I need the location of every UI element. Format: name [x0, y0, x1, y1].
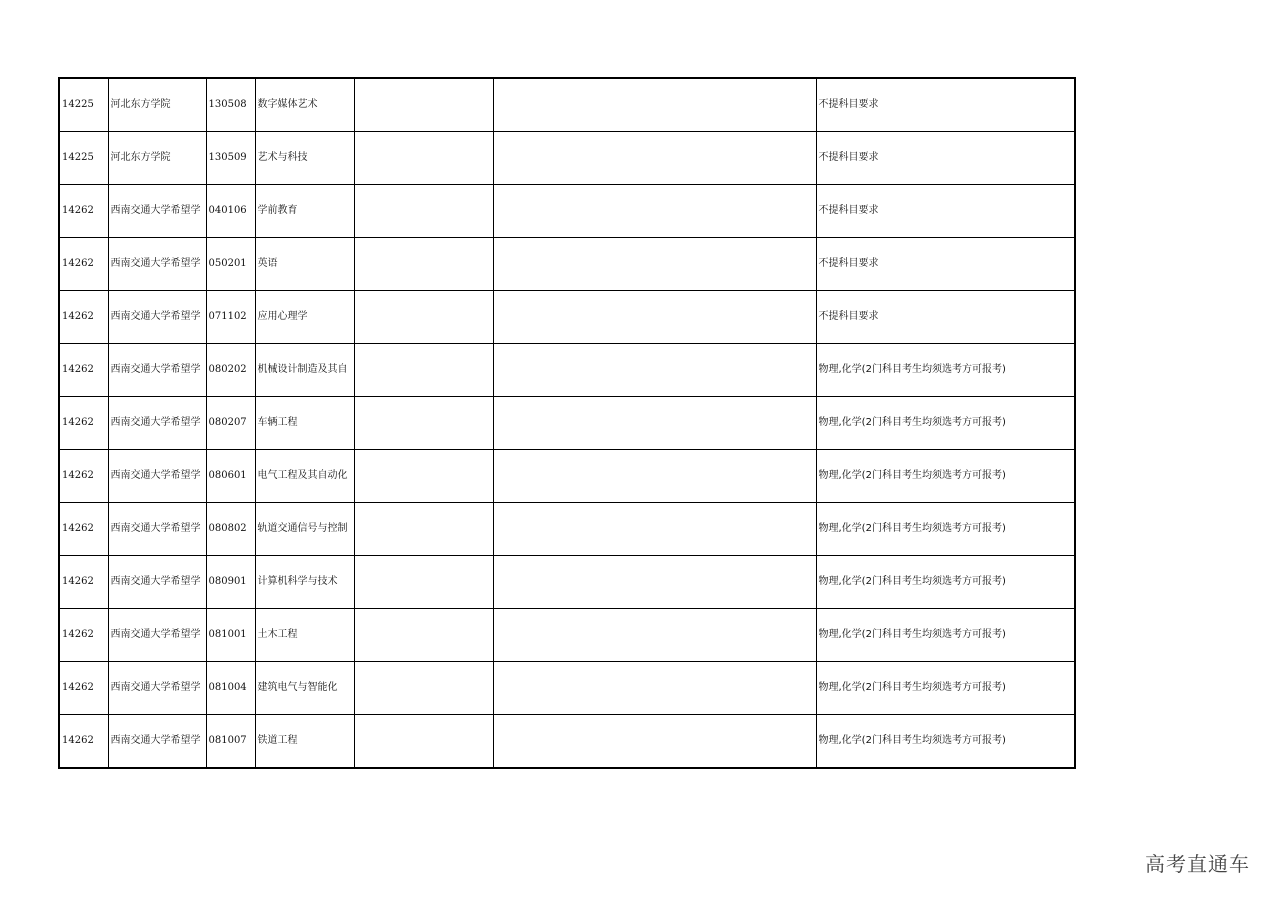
major-name-cell: 电气工程及其自动化 — [255, 450, 354, 503]
empty-cell — [354, 609, 493, 662]
empty-cell — [493, 450, 816, 503]
empty-cell — [354, 185, 493, 238]
major-code-cell: 080601 — [206, 450, 255, 503]
school-code-cell: 14262 — [59, 715, 108, 769]
school-name-cell: 西南交通大学希望学 — [108, 715, 206, 769]
subject-requirement-cell: 不提科目要求 — [816, 132, 1075, 185]
school-name-cell: 西南交通大学希望学 — [108, 503, 206, 556]
empty-cell — [493, 132, 816, 185]
empty-cell — [493, 185, 816, 238]
table-row — [59, 344, 1075, 397]
table-row — [59, 503, 1075, 556]
subject-requirement-cell: 物理,化学(2门科目考生均须选考方可报考) — [816, 397, 1075, 450]
major-code-cell: 050201 — [206, 238, 255, 291]
empty-cell — [493, 78, 816, 132]
empty-cell — [493, 397, 816, 450]
empty-cell — [493, 238, 816, 291]
major-name-cell: 机械设计制造及其自 — [255, 344, 354, 397]
table-row — [59, 78, 1075, 132]
subject-requirement-cell: 不提科目要求 — [816, 78, 1075, 132]
table-row — [59, 450, 1075, 503]
empty-cell — [354, 450, 493, 503]
empty-cell — [354, 397, 493, 450]
empty-cell — [354, 238, 493, 291]
major-code-cell: 080901 — [206, 556, 255, 609]
major-name-cell: 艺术与科技 — [255, 132, 354, 185]
table-row — [59, 397, 1075, 450]
school-code-cell: 14262 — [59, 185, 108, 238]
table-row — [59, 609, 1075, 662]
table-row — [59, 662, 1075, 715]
empty-cell — [354, 291, 493, 344]
subject-requirement-cell: 物理,化学(2门科目考生均须选考方可报考) — [816, 662, 1075, 715]
subject-requirement-cell: 物理,化学(2门科目考生均须选考方可报考) — [816, 609, 1075, 662]
major-requirements-table — [58, 77, 1076, 769]
school-name-cell: 西南交通大学希望学 — [108, 344, 206, 397]
major-name-cell: 计算机科学与技术 — [255, 556, 354, 609]
major-name-cell: 英语 — [255, 238, 354, 291]
school-name-cell: 西南交通大学希望学 — [108, 185, 206, 238]
school-code-cell: 14262 — [59, 503, 108, 556]
table-row — [59, 291, 1075, 344]
school-code-cell: 14262 — [59, 609, 108, 662]
major-code-cell: 081001 — [206, 609, 255, 662]
table-row — [59, 556, 1075, 609]
school-name-cell: 西南交通大学希望学 — [108, 397, 206, 450]
school-code-cell: 14262 — [59, 344, 108, 397]
empty-cell — [493, 344, 816, 397]
major-name-cell: 数字媒体艺术 — [255, 78, 354, 132]
empty-cell — [493, 662, 816, 715]
major-name-cell: 学前教育 — [255, 185, 354, 238]
major-name-cell: 轨道交通信号与控制 — [255, 503, 354, 556]
watermark-text: 高考直通车 — [1145, 852, 1250, 876]
empty-cell — [493, 291, 816, 344]
major-code-cell: 080207 — [206, 397, 255, 450]
table-row — [59, 132, 1075, 185]
empty-cell — [493, 715, 816, 769]
subject-requirement-cell: 不提科目要求 — [816, 185, 1075, 238]
empty-cell — [354, 503, 493, 556]
major-code-cell: 040106 — [206, 185, 255, 238]
school-code-cell: 14262 — [59, 238, 108, 291]
major-code-cell: 081004 — [206, 662, 255, 715]
table-row — [59, 715, 1075, 769]
subject-requirement-cell: 物理,化学(2门科目考生均须选考方可报考) — [816, 715, 1075, 769]
empty-cell — [493, 503, 816, 556]
major-name-cell: 建筑电气与智能化 — [255, 662, 354, 715]
major-code-cell: 080802 — [206, 503, 255, 556]
empty-cell — [354, 344, 493, 397]
major-code-cell: 081007 — [206, 715, 255, 769]
school-code-cell: 14262 — [59, 556, 108, 609]
empty-cell — [354, 662, 493, 715]
major-code-cell: 071102 — [206, 291, 255, 344]
school-name-cell: 西南交通大学希望学 — [108, 450, 206, 503]
school-name-cell: 西南交通大学希望学 — [108, 662, 206, 715]
subject-requirement-cell: 不提科目要求 — [816, 238, 1075, 291]
major-name-cell: 车辆工程 — [255, 397, 354, 450]
table-row — [59, 185, 1075, 238]
school-name-cell: 西南交通大学希望学 — [108, 291, 206, 344]
major-code-cell: 130508 — [206, 78, 255, 132]
major-name-cell: 应用心理学 — [255, 291, 354, 344]
table-row — [59, 238, 1075, 291]
school-code-cell: 14225 — [59, 78, 108, 132]
school-name-cell: 河北东方学院 — [108, 78, 206, 132]
school-name-cell: 西南交通大学希望学 — [108, 609, 206, 662]
major-name-cell: 土木工程 — [255, 609, 354, 662]
subject-requirement-cell: 物理,化学(2门科目考生均须选考方可报考) — [816, 503, 1075, 556]
school-name-cell: 西南交通大学希望学 — [108, 556, 206, 609]
school-code-cell: 14225 — [59, 132, 108, 185]
subject-requirement-cell: 不提科目要求 — [816, 291, 1075, 344]
school-code-cell: 14262 — [59, 450, 108, 503]
empty-cell — [354, 132, 493, 185]
school-code-cell: 14262 — [59, 662, 108, 715]
school-code-cell: 14262 — [59, 397, 108, 450]
empty-cell — [354, 78, 493, 132]
major-name-cell: 铁道工程 — [255, 715, 354, 769]
empty-cell — [354, 556, 493, 609]
school-name-cell: 河北东方学院 — [108, 132, 206, 185]
school-name-cell: 西南交通大学希望学 — [108, 238, 206, 291]
subject-requirement-cell: 物理,化学(2门科目考生均须选考方可报考) — [816, 344, 1075, 397]
subject-requirement-cell: 物理,化学(2门科目考生均须选考方可报考) — [816, 556, 1075, 609]
empty-cell — [493, 556, 816, 609]
school-code-cell: 14262 — [59, 291, 108, 344]
empty-cell — [493, 609, 816, 662]
major-code-cell: 080202 — [206, 344, 255, 397]
empty-cell — [354, 715, 493, 769]
subject-requirement-cell: 物理,化学(2门科目考生均须选考方可报考) — [816, 450, 1075, 503]
major-code-cell: 130509 — [206, 132, 255, 185]
table-body — [59, 78, 1075, 768]
